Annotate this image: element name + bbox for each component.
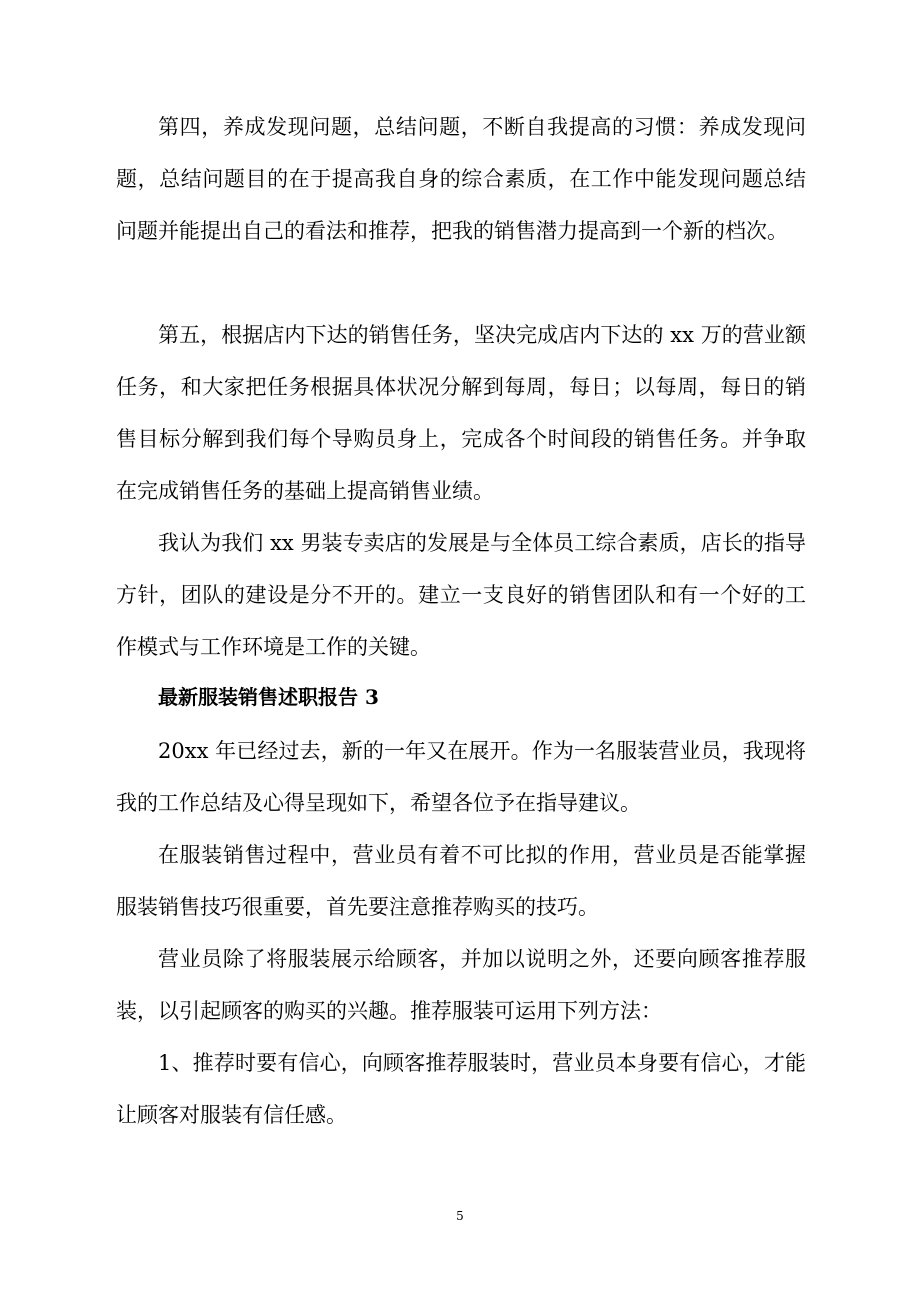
- paragraph-fourth-point: 第四，养成发现问题，总结问题，不断自我提高的习惯：养成发现问题，总结问题目的在于提高我自身的综合素质，在工作中能发现问题总结问题并能提出自己的看法和推荐，把我的销售潜力提高到一个新的档次。: [116, 115, 806, 243]
- paragraph-sales-role: 在服装销售过程中，营业员有着不可比拟的作用，营业员是否能掌握服装销售技巧很重要，首先要注意推荐购买的技巧。: [116, 843, 806, 919]
- paragraph-fifth-point: 第五，根据店内下达的销售任务，坚决完成店内下达的 xx 万的营业额任务，和大家把任务根据具体状况分解到每周，每日；以每周，每日的销售目标分解到我们每个导购员身上，完成各个时间段的销售任务。并争取在完成销售任务的基础上提高销售业绩。: [116, 323, 806, 503]
- paragraph-confidence-tip: 1、推荐时要有信心，向顾客推荐服装时，营业员本身要有信心，才能让顾客对服装有信任感。: [116, 1051, 806, 1127]
- section-heading: 最新服装销售述职报告 3: [158, 685, 379, 709]
- paragraph-team-development: 我认为我们 xx 男装专卖店的发展是与全体员工综合素质，店长的指导方针，团队的建设是分不开的。建立一支良好的销售团队和有一个好的工作模式与工作环境是工作的关键。: [116, 531, 806, 659]
- paragraph-recommend-methods: 营业员除了将服装展示给顾客，并加以说明之外，还要向顾客推荐服装，以引起顾客的购买的兴趣。推荐服装可运用下列方法：: [116, 947, 806, 1023]
- paragraph-year-summary: 20xx 年已经过去，新的一年又在展开。作为一名服装营业员，我现将我的工作总结及心得呈现如下，希望各位予在指导建议。: [116, 739, 806, 815]
- page-number: 5: [456, 1209, 464, 1223]
